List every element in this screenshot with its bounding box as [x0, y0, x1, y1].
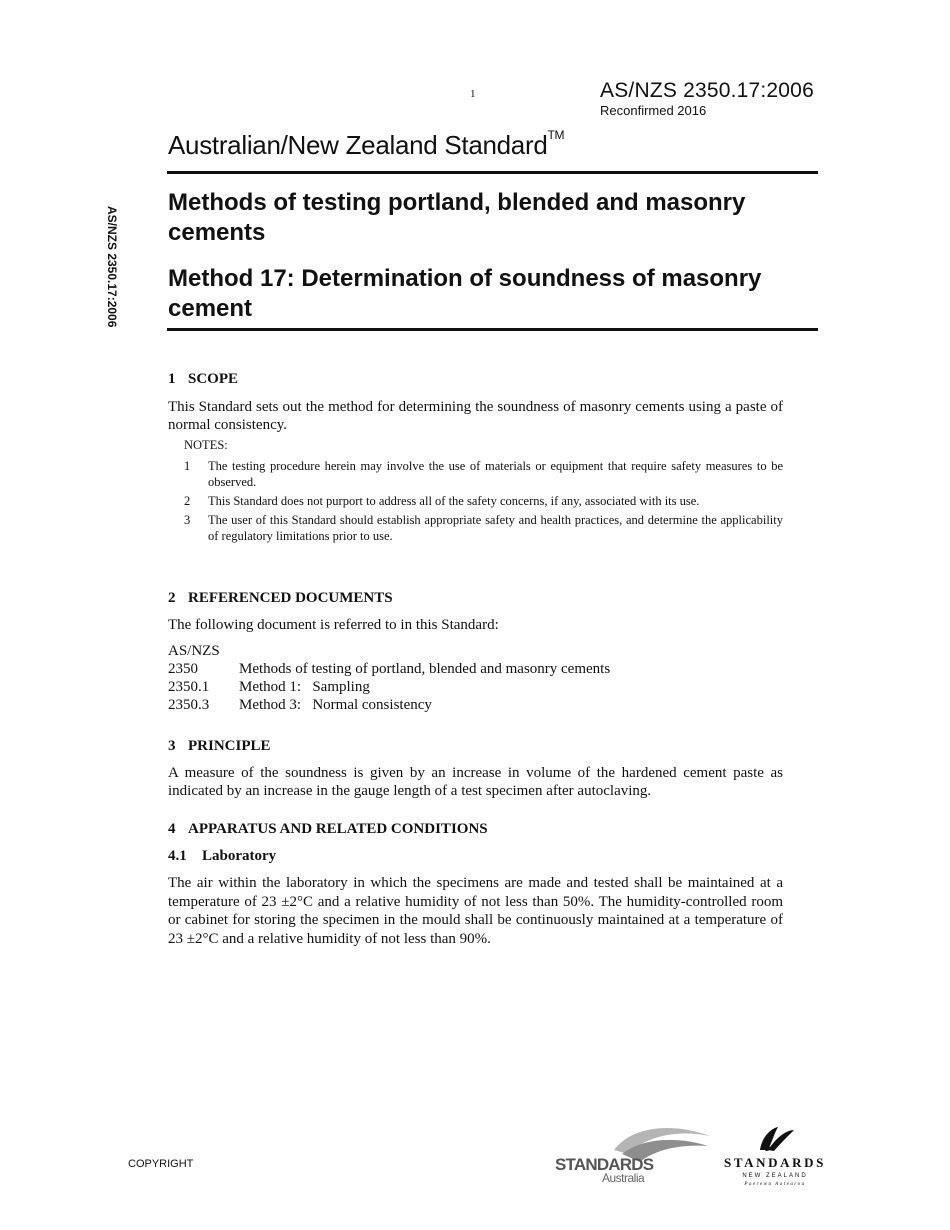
side-margin-code	[93, 206, 123, 346]
copyright-label: COPYRIGHT	[128, 1158, 194, 1170]
reconfirmed-note: Reconfirmed 2016	[600, 103, 707, 118]
principle-heading	[168, 737, 783, 755]
trademark-symbol: TM	[547, 128, 565, 142]
section-number: 4	[168, 821, 176, 837]
note-item	[184, 512, 783, 544]
section-apparatus	[168, 820, 783, 948]
section-number: 2	[168, 590, 176, 606]
standard-header-title	[168, 130, 564, 161]
reference-code: 2350.3	[168, 697, 210, 713]
section-scope	[168, 370, 783, 544]
logo-nz-maori-text: Paerewa Aotearoa	[744, 1182, 806, 1187]
standards-australia-logo	[552, 1124, 712, 1186]
principle-text: A measure of the soundness is given by an increase in volume of the hardened cement paste as indicated by an increase in the gauge length of a test specimen after autoclaving.	[168, 765, 783, 799]
standard-code: AS/NZS 2350.17:2006	[600, 79, 814, 102]
logo-nz-sub-text: NEW ZEALAND	[742, 1173, 808, 1179]
method-title: Method 17: Determination of soundness of masonry cement	[168, 265, 762, 322]
logo-dot-shape	[764, 1145, 770, 1151]
notes-label: NOTES:	[184, 438, 228, 452]
subsection-number: 4.1	[168, 848, 187, 864]
note-item	[184, 458, 783, 490]
title-rule-top	[167, 171, 818, 174]
scope-heading	[168, 370, 783, 388]
note-number: 3	[184, 513, 191, 527]
side-code-text: AS/NZS 2350.17:2006	[105, 206, 119, 328]
reference-code: 2350.1	[168, 679, 210, 695]
note-number: 2	[184, 494, 191, 508]
section-number: 3	[168, 738, 176, 754]
note-text: The user of this Standard should establish appropriate safety and health practices, and determine the applicability of regulatory limitations prior to use.	[208, 513, 783, 543]
section-principle	[168, 737, 783, 800]
references-intro: The following document is referred to in this Standard:	[168, 617, 499, 633]
reference-row	[168, 696, 783, 714]
section-heading-text: PRINCIPLE	[188, 738, 271, 754]
page-number: 1	[470, 88, 476, 100]
reference-title: Methods of testing of portland, blended and masonry cements	[239, 661, 611, 677]
standards-new-zealand-logo	[720, 1124, 830, 1188]
reference-code: 2350	[168, 661, 198, 677]
note-text: The testing procedure herein may involve the use of materials or equipment that require safety measures to be observed.	[208, 459, 783, 489]
standard-header-text: Australian/New Zealand Standard	[168, 130, 548, 160]
logo-au-main-text: STANDARDS	[555, 1155, 654, 1174]
logo-nz-main-text: STANDARDS	[724, 1155, 826, 1170]
laboratory-text: The air within the laboratory in which the specimens are made and tested shall be maintained at a temperature of 23 ±2°C and a relative humidity of not less than 50%. The humidity-controlled room or cabinet for storing the specimen in the mould shall be continuously maintained at a temperature of 23 ±2°C and a relative humidity of not less than 90%.	[168, 875, 783, 947]
main-title: Methods of testing portland, blended and masonry cements	[168, 189, 746, 246]
note-item	[184, 493, 783, 509]
section-heading-text: REFERENCED DOCUMENTS	[188, 590, 393, 606]
section-heading-text: SCOPE	[188, 371, 239, 387]
note-number: 1	[184, 459, 191, 473]
section-heading-text: APPARATUS AND RELATED CONDITIONS	[188, 821, 488, 837]
note-text: This Standard does not purport to address all of the safety concerns, if any, associated with its use.	[208, 494, 700, 508]
title-rule-bottom	[167, 328, 818, 331]
scope-text: This Standard sets out the method for determining the soundness of masonry cements using a paste of normal consistency.	[168, 399, 783, 433]
logo-au-sub-text: Australia	[602, 1171, 645, 1185]
references-prefix: AS/NZS	[168, 643, 220, 659]
references-heading	[168, 589, 783, 607]
subsection-heading-text: Laboratory	[202, 848, 277, 864]
section-number: 1	[168, 371, 176, 387]
reference-row	[168, 678, 783, 696]
apparatus-heading	[168, 820, 783, 838]
reference-row	[168, 660, 783, 678]
laboratory-subheading	[168, 847, 783, 865]
section-references	[168, 589, 783, 714]
notes-list	[168, 458, 783, 544]
reference-title: Method 1: Sampling	[239, 679, 370, 695]
reference-title: Method 3: Normal consistency	[239, 697, 432, 713]
